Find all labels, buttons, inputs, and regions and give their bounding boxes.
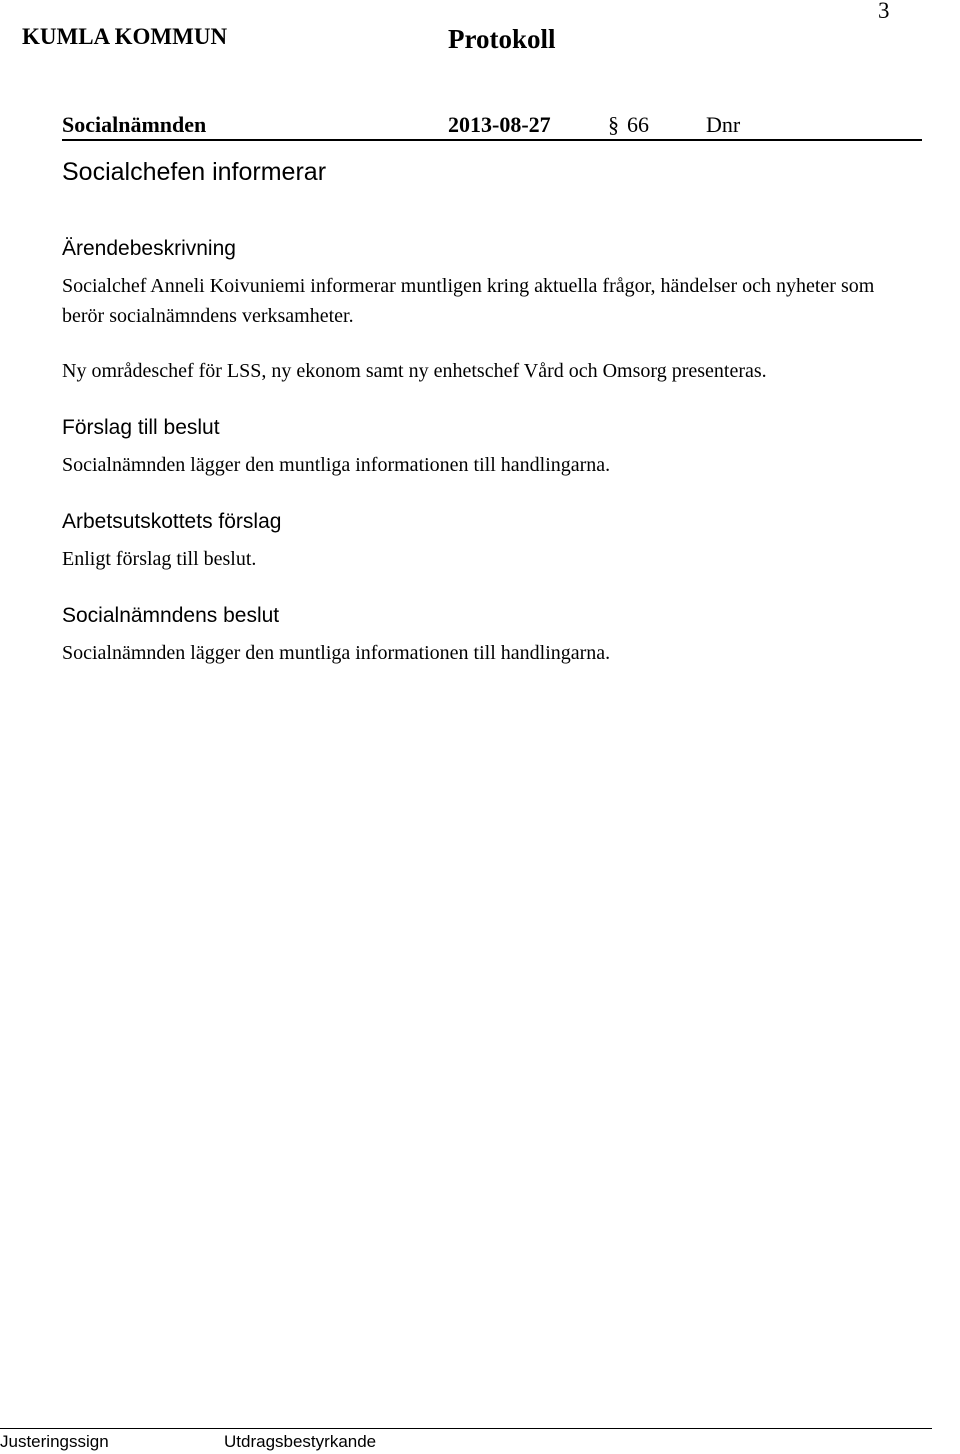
decision-text: Socialnämnden lägger den muntliga informationen till handlingarna. <box>62 642 611 664</box>
document-type: Protokoll <box>448 24 556 54</box>
page-title: Socialchefen informerar <box>62 158 327 186</box>
committee-name: Socialnämnden <box>62 112 207 137</box>
dnr-label: Dnr <box>706 112 741 137</box>
paragraph-value: 66 <box>627 112 649 137</box>
proposal-heading: Förslag till beslut <box>62 416 220 439</box>
working-committee-heading: Arbetsutskottets förslag <box>62 510 282 533</box>
header-divider <box>62 139 922 141</box>
description-presentation-text: Ny områdeschef för LSS, ny ekonom samt ny enhetschef Vård och Omsorg presenteras. <box>62 360 767 382</box>
decision-heading: Socialnämndens beslut <box>62 604 280 627</box>
signature-label: Justeringssign <box>0 1432 109 1451</box>
meeting-date: 2013-08-27 <box>448 112 551 137</box>
footer-divider <box>0 1428 932 1429</box>
section-symbol: § <box>608 112 619 137</box>
description-heading: Ärendebeskrivning <box>62 237 236 260</box>
page-number: 3 <box>878 0 890 23</box>
description-text: Socialchef Anneli Koivuniemi informerar muntligen kring aktuella frågor, händelser och nyheter som berör socialnämndens verksamheter. <box>62 275 875 327</box>
paragraph-number <box>608 112 649 138</box>
working-committee-text: Enligt förslag till beslut. <box>62 548 257 570</box>
certification-label: Utdragsbestyrkande <box>224 1432 377 1451</box>
proposal-text: Socialnämnden lägger den muntliga informationen till handlingarna. <box>62 454 611 476</box>
organization-name: KUMLA KOMMUN <box>22 24 228 49</box>
